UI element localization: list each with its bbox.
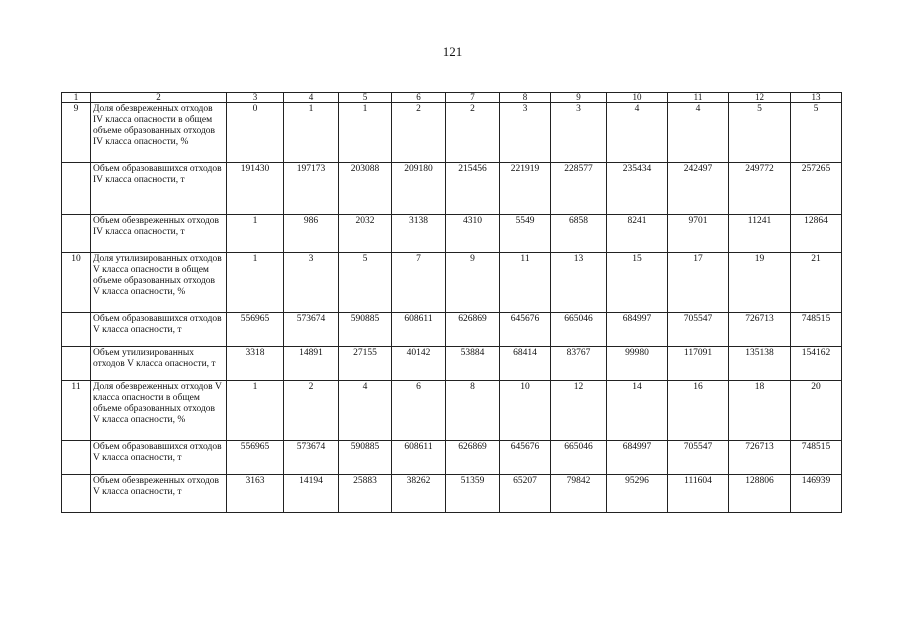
indicator-description: Доля утилизированных отходов V класса опасности в общем объеме образованных отходов V класса опасности, % — [91, 253, 227, 313]
value-cell: 626869 — [446, 441, 500, 475]
value-cell: 590885 — [339, 441, 392, 475]
value-cell: 12864 — [791, 215, 842, 253]
value-cell: 573674 — [284, 313, 339, 347]
row-number — [62, 475, 91, 513]
header-cell: 11 — [668, 93, 729, 103]
value-cell: 13 — [551, 253, 607, 313]
value-cell: 111604 — [668, 475, 729, 513]
value-cell: 154162 — [791, 347, 842, 381]
header-cell: 10 — [607, 93, 668, 103]
indicator-description: Объем утилизированных отходов V класса опасности, т — [91, 347, 227, 381]
value-cell: 146939 — [791, 475, 842, 513]
header-cell: 7 — [446, 93, 500, 103]
header-cell: 3 — [227, 93, 284, 103]
value-cell: 1 — [227, 253, 284, 313]
value-cell: 1 — [227, 215, 284, 253]
row-number — [62, 347, 91, 381]
value-cell: 17 — [668, 253, 729, 313]
value-cell: 2 — [446, 103, 500, 163]
value-cell: 4 — [607, 103, 668, 163]
value-cell: 117091 — [668, 347, 729, 381]
value-cell: 748515 — [791, 313, 842, 347]
table-row — [62, 347, 842, 381]
value-cell: 51359 — [446, 475, 500, 513]
value-cell: 6858 — [551, 215, 607, 253]
header-cell: 12 — [729, 93, 791, 103]
value-cell: 11 — [500, 253, 551, 313]
value-cell: 3 — [551, 103, 607, 163]
value-cell: 53884 — [446, 347, 500, 381]
value-cell: 4 — [668, 103, 729, 163]
value-cell: 684997 — [607, 441, 668, 475]
value-cell: 6 — [392, 381, 446, 441]
value-cell: 19 — [729, 253, 791, 313]
value-cell: 645676 — [500, 441, 551, 475]
value-cell: 20 — [791, 381, 842, 441]
value-cell: 3138 — [392, 215, 446, 253]
value-cell: 4 — [339, 381, 392, 441]
value-cell: 12 — [551, 381, 607, 441]
header-cell: 13 — [791, 93, 842, 103]
value-cell: 0 — [227, 103, 284, 163]
table-row — [62, 381, 842, 441]
value-cell: 3 — [500, 103, 551, 163]
value-cell: 257265 — [791, 163, 842, 215]
value-cell: 726713 — [729, 313, 791, 347]
value-cell: 1 — [339, 103, 392, 163]
value-cell: 221919 — [500, 163, 551, 215]
value-cell: 68414 — [500, 347, 551, 381]
value-cell: 705547 — [668, 441, 729, 475]
value-cell: 27155 — [339, 347, 392, 381]
value-cell: 2 — [392, 103, 446, 163]
value-cell: 556965 — [227, 313, 284, 347]
value-cell: 556965 — [227, 441, 284, 475]
value-cell: 726713 — [729, 441, 791, 475]
value-cell: 645676 — [500, 313, 551, 347]
value-cell: 2032 — [339, 215, 392, 253]
value-cell: 8 — [446, 381, 500, 441]
value-cell: 11241 — [729, 215, 791, 253]
value-cell: 191430 — [227, 163, 284, 215]
value-cell: 65207 — [500, 475, 551, 513]
value-cell: 748515 — [791, 441, 842, 475]
value-cell: 3318 — [227, 347, 284, 381]
value-cell: 249772 — [729, 163, 791, 215]
indicator-description: Объем образовавшихся отходов V класса опасности, т — [91, 441, 227, 475]
table-row — [62, 441, 842, 475]
row-number — [62, 441, 91, 475]
value-cell: 99980 — [607, 347, 668, 381]
header-cell: 6 — [392, 93, 446, 103]
value-cell: 665046 — [551, 313, 607, 347]
header-cell: 2 — [91, 93, 227, 103]
value-cell: 9701 — [668, 215, 729, 253]
indicator-description: Объем обезвреженных отходов V класса опасности, т — [91, 475, 227, 513]
value-cell: 608611 — [392, 441, 446, 475]
value-cell: 10 — [500, 381, 551, 441]
value-cell: 18 — [729, 381, 791, 441]
value-cell: 15 — [607, 253, 668, 313]
value-cell: 14 — [607, 381, 668, 441]
value-cell: 135138 — [729, 347, 791, 381]
header-cell: 9 — [551, 93, 607, 103]
header-cell: 4 — [284, 93, 339, 103]
value-cell: 3 — [284, 253, 339, 313]
table-row — [62, 313, 842, 347]
table-row — [62, 253, 842, 313]
row-number — [62, 215, 91, 253]
value-cell: 3163 — [227, 475, 284, 513]
value-cell: 8241 — [607, 215, 668, 253]
table-body — [62, 93, 842, 513]
row-number — [62, 313, 91, 347]
indicator-description: Доля обезвреженных отходов IV класса опасности в общем объеме образованных отходов IV класса опасности, % — [91, 103, 227, 163]
value-cell: 25883 — [339, 475, 392, 513]
value-cell: 128806 — [729, 475, 791, 513]
value-cell: 79842 — [551, 475, 607, 513]
value-cell: 83767 — [551, 347, 607, 381]
value-cell: 1 — [227, 381, 284, 441]
value-cell: 14891 — [284, 347, 339, 381]
value-cell: 608611 — [392, 313, 446, 347]
value-cell: 9 — [446, 253, 500, 313]
value-cell: 665046 — [551, 441, 607, 475]
indicator-description: Объем образовавшихся отходов IV класса опасности, т — [91, 163, 227, 215]
table-row — [62, 163, 842, 215]
value-cell: 7 — [392, 253, 446, 313]
value-cell: 242497 — [668, 163, 729, 215]
value-cell: 203088 — [339, 163, 392, 215]
header-cell: 8 — [500, 93, 551, 103]
value-cell: 95296 — [607, 475, 668, 513]
table-row — [62, 215, 842, 253]
indicator-description: Объем образовавшихся отходов V класса опасности, т — [91, 313, 227, 347]
value-cell: 215456 — [446, 163, 500, 215]
header-row — [62, 93, 842, 103]
row-number — [62, 163, 91, 215]
value-cell: 5549 — [500, 215, 551, 253]
table-row — [62, 103, 842, 163]
value-cell: 4310 — [446, 215, 500, 253]
value-cell: 5 — [791, 103, 842, 163]
value-cell: 40142 — [392, 347, 446, 381]
row-number: 11 — [62, 381, 91, 441]
value-cell: 573674 — [284, 441, 339, 475]
value-cell: 626869 — [446, 313, 500, 347]
row-number: 9 — [62, 103, 91, 163]
value-cell: 16 — [668, 381, 729, 441]
value-cell: 5 — [339, 253, 392, 313]
value-cell: 235434 — [607, 163, 668, 215]
value-cell: 14194 — [284, 475, 339, 513]
value-cell: 209180 — [392, 163, 446, 215]
header-cell: 5 — [339, 93, 392, 103]
value-cell: 38262 — [392, 475, 446, 513]
value-cell: 684997 — [607, 313, 668, 347]
page-number: 121 — [442, 44, 463, 59]
header-cell: 1 — [62, 93, 91, 103]
row-number: 10 — [62, 253, 91, 313]
indicator-description: Объем обезвреженных отходов IV класса опасности, т — [91, 215, 227, 253]
value-cell: 228577 — [551, 163, 607, 215]
data-table — [61, 92, 842, 513]
value-cell: 1 — [284, 103, 339, 163]
value-cell: 21 — [791, 253, 842, 313]
value-cell: 2 — [284, 381, 339, 441]
value-cell: 5 — [729, 103, 791, 163]
value-cell: 197173 — [284, 163, 339, 215]
value-cell: 705547 — [668, 313, 729, 347]
value-cell: 986 — [284, 215, 339, 253]
indicator-description: Доля обезвреженных отходов V класса опасности в общем объеме образованных отходов V класса опасности, % — [91, 381, 227, 441]
value-cell: 590885 — [339, 313, 392, 347]
table-row — [62, 475, 842, 513]
